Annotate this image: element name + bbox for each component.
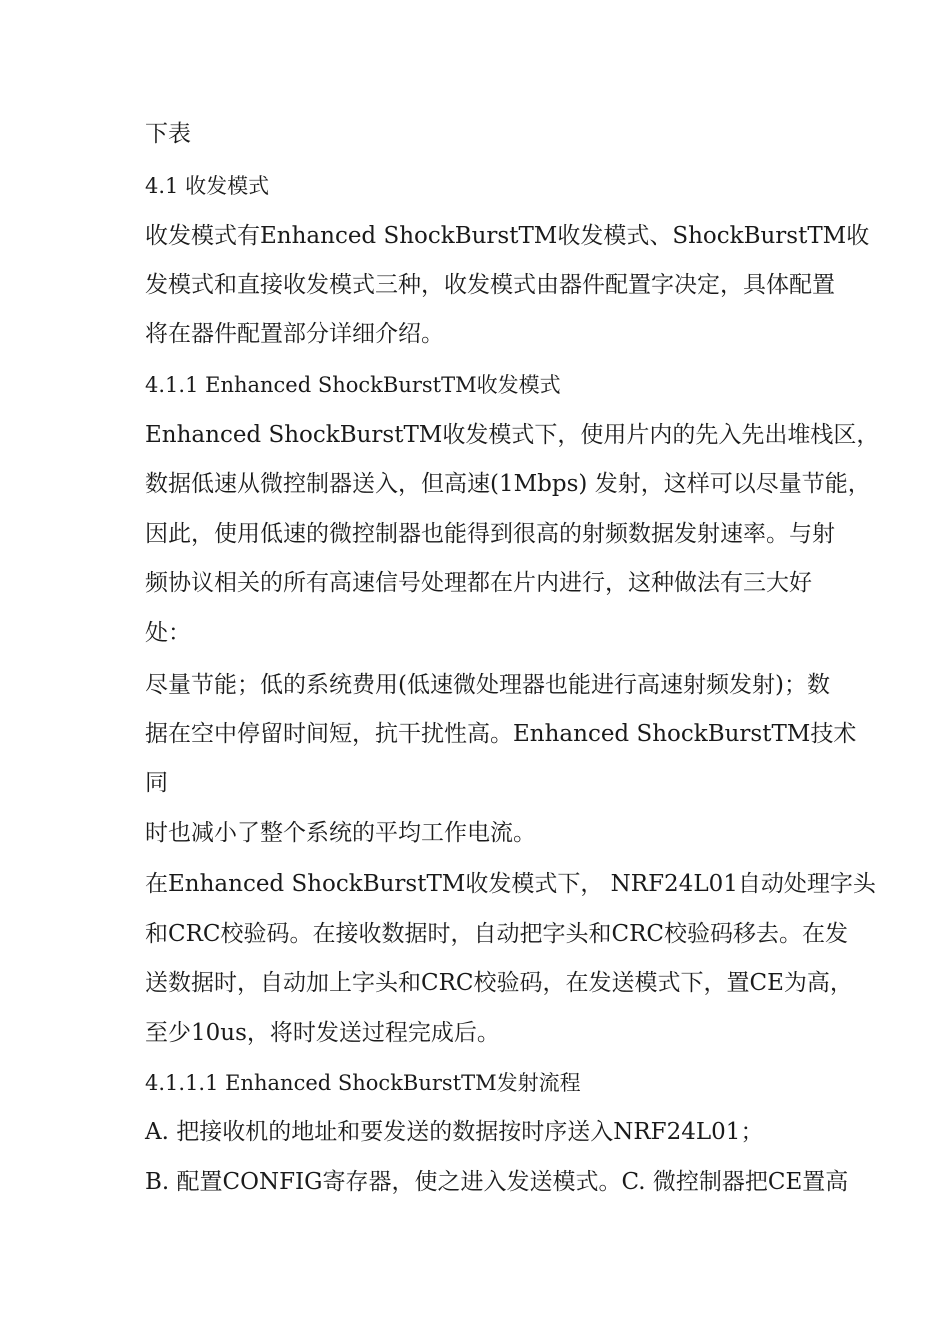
text-line: 将在器件配置部分详细介绍。 — [145, 321, 444, 347]
text-line: A. 把接收机的地址和要发送的数据按时序送入NRF24L01； — [145, 1119, 764, 1145]
text-line: 频协议相关的所有高速信号处理都在片内进行，这种做法有三大好 — [145, 570, 812, 596]
text-line: 和CRC校验码。在接收数据时，自动把字头和CRC校验码移去。在发 — [145, 921, 849, 947]
text-line: 至少10us，将时发送过程完成后。 — [145, 1020, 500, 1046]
text-line: 时也减小了整个系统的平均工作电流。 — [145, 820, 536, 846]
text-line: 发模式和直接收发模式三种，收发模式由器件配置字决定，具体配置 — [145, 272, 835, 298]
text-line: 在Enhanced ShockBurstTM收发模式下， NRF24L01自动处理字头 — [145, 871, 876, 897]
text-line: Enhanced ShockBurstTM收发模式下，使用片内的先入先出堆栈区， — [145, 422, 880, 448]
text-line: 据在空中停留时间短，抗干扰性高。Enhanced ShockBurstTM技术 — [145, 721, 857, 747]
text-line: 数据低速从微控制器送入，但高速(1Mbps) 发射，这样可以尽量节能， — [145, 471, 871, 497]
text-line: 送数据时，自动加上字头和CRC校验码，在发送模式下，置CE为高， — [145, 970, 853, 996]
section-heading: 4.1.1.1 Enhanced ShockBurstTM发射流程 — [145, 1071, 581, 1095]
section-heading: 4.1.1 Enhanced ShockBurstTM收发模式 — [145, 373, 561, 397]
text-line: 收发模式有Enhanced ShockBurstTM收发模式、ShockBurstTM收 — [145, 223, 870, 249]
text-line: 下表 — [145, 121, 191, 147]
text-line: 尽量节能；低的系统费用(低速微处理器也能进行高速射频发射)；数 — [145, 672, 830, 698]
section-heading: 4.1 收发模式 — [145, 174, 270, 198]
text-line: B. 配置CONFIG寄存器，使之进入发送模式。C. 微控制器把CE置高 — [145, 1169, 849, 1195]
text-line: 处： — [145, 620, 191, 646]
text-line: 因此，使用低速的微控制器也能得到很高的射频数据发射速率。与射 — [145, 521, 835, 547]
text-line: 同 — [145, 770, 168, 796]
